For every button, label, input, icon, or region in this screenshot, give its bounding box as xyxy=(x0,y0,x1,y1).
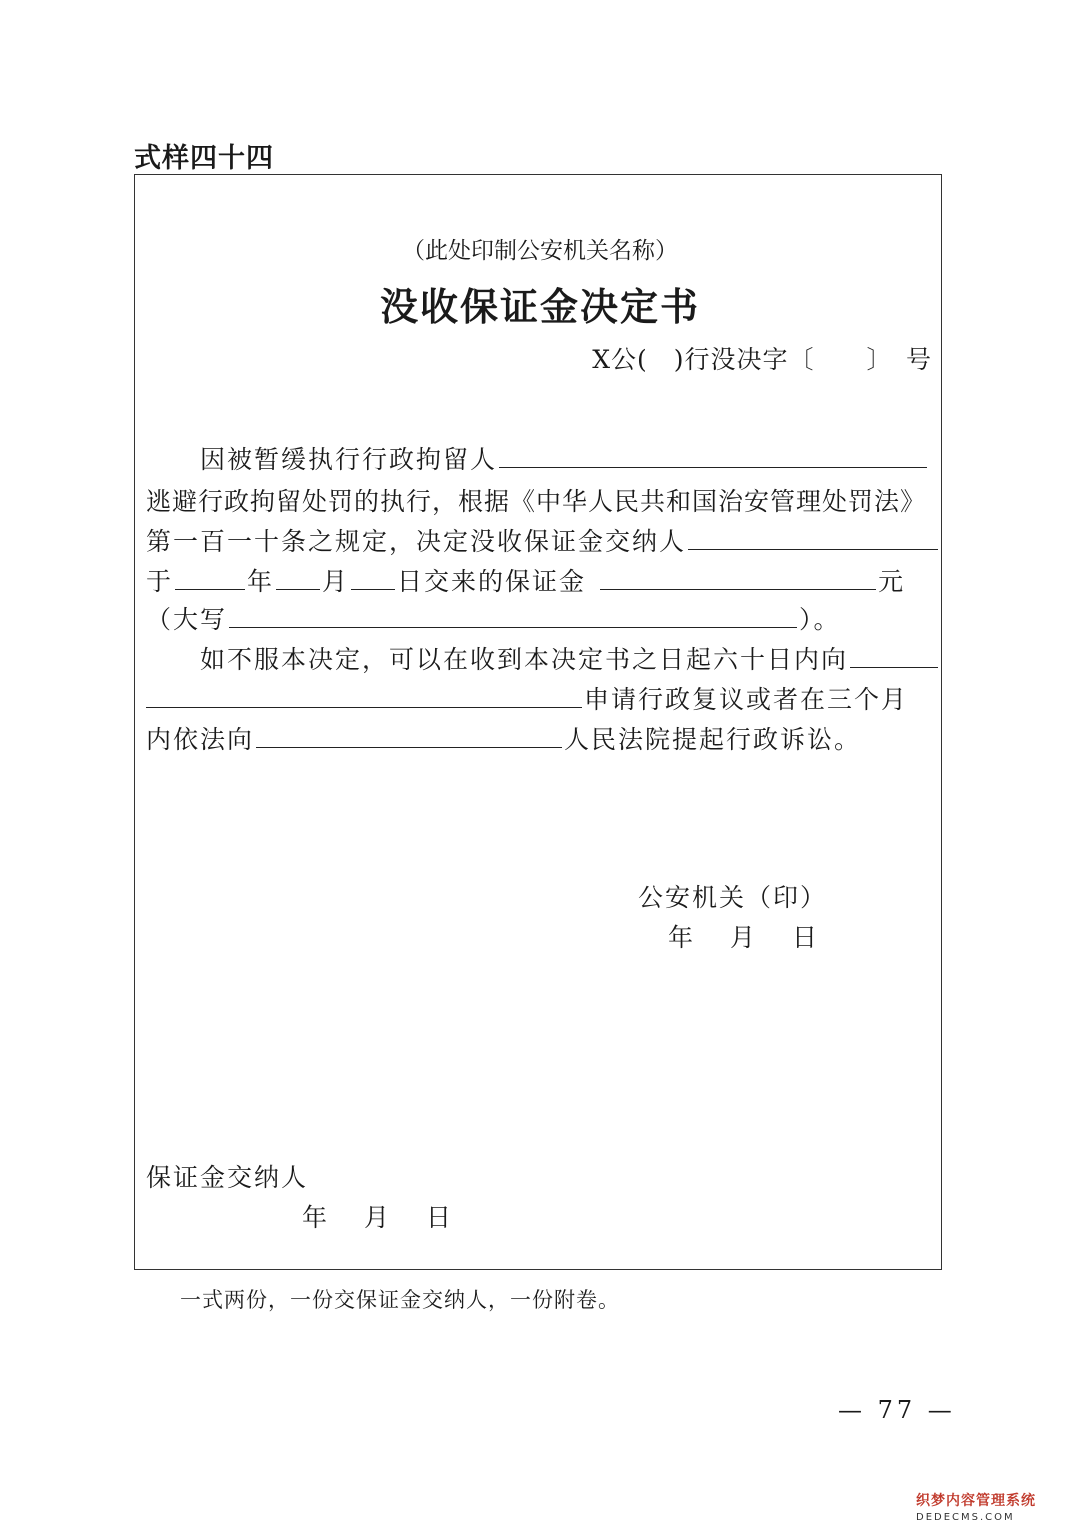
payer-signature-date: 年 月 日 xyxy=(302,1203,458,1232)
review-agency-blank-1 xyxy=(850,641,938,668)
body-line-7: 申请行政复议或者在三个月 xyxy=(146,680,908,716)
form-label: 式样四十四 xyxy=(134,143,274,174)
body-line-1: 因被暂缓执行行政拘留人 xyxy=(200,440,929,476)
court-name-blank xyxy=(256,721,562,748)
body-line-5: （大写 ）。 xyxy=(146,600,841,636)
body-line-2: 逃避行政拘留处罚的执行，根据《中华人民共和国治安管理处罚法》 xyxy=(146,487,927,516)
year-blank xyxy=(175,563,245,590)
document-number: X公( )行没决字〔 〕 号 xyxy=(592,345,932,374)
document-title: 没收保证金决定书 xyxy=(379,284,700,329)
amount-blank xyxy=(600,563,876,590)
copies-note: 一式两份，一份交保证金交纳人，一份附卷。 xyxy=(180,1288,620,1312)
page-number: — 77 — xyxy=(838,1396,956,1424)
body-line-3: 第一百一十条之规定，决定没收保证金交纳人 xyxy=(146,522,940,558)
issuing-authority-seal: 公安机关（印） xyxy=(638,883,828,912)
body-line-4: 于 年 月 日交来的保证金 元 xyxy=(146,562,905,598)
payer-name-blank xyxy=(688,523,938,550)
body-line-8: 内依法向 人民法院提起行政诉讼。 xyxy=(146,720,861,756)
agency-placeholder: （此处印制公安机关名称） xyxy=(402,238,678,264)
issue-date: 年 月 日 xyxy=(668,923,824,952)
review-agency-blank-2 xyxy=(146,681,582,708)
watermark-line-2: DEDECMS.COM xyxy=(916,1512,1015,1523)
detainee-name-blank xyxy=(499,441,927,468)
day-blank xyxy=(351,563,395,590)
amount-in-words-blank xyxy=(229,601,797,628)
watermark-line-1: 织梦内容管理系统 xyxy=(916,1493,1036,1509)
body-line-6: 如不服本决定，可以在收到本决定书之日起六十日内向 xyxy=(200,640,940,676)
month-blank xyxy=(276,563,320,590)
payer-signature-label: 保证金交纳人 xyxy=(146,1163,309,1192)
site-watermark xyxy=(916,1490,1076,1524)
